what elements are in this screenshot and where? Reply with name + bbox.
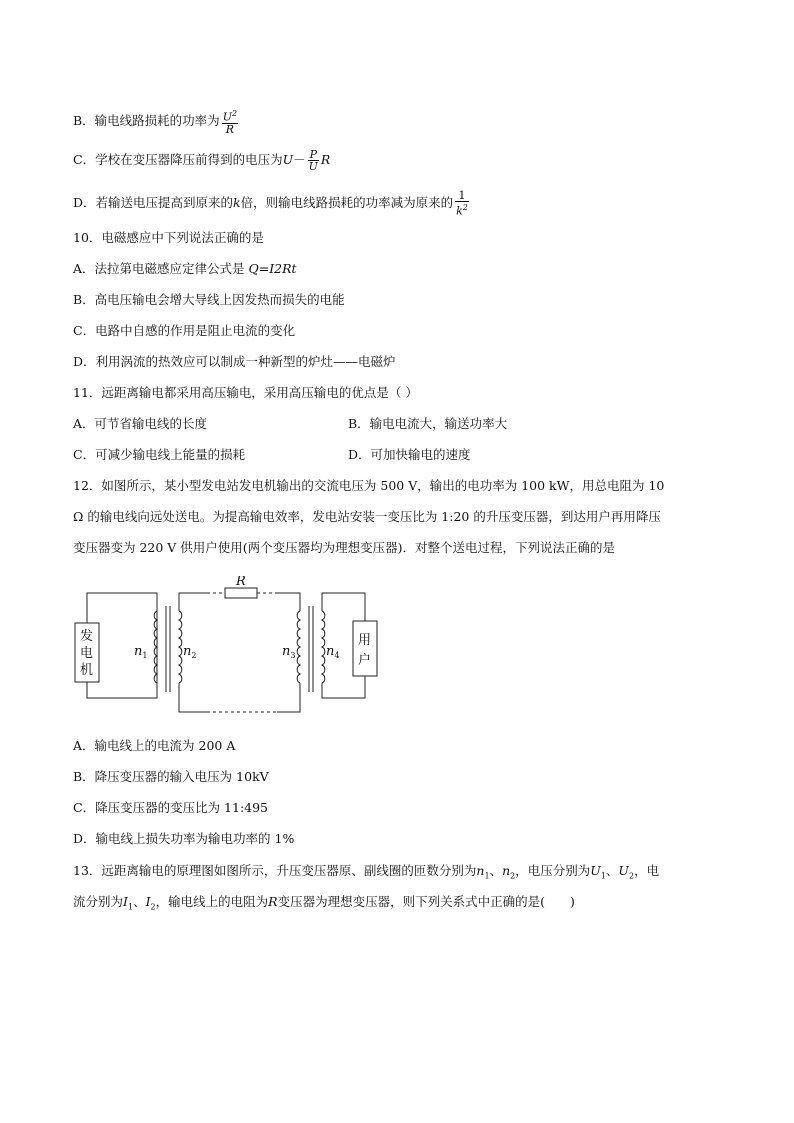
n1-sub: 1 (142, 651, 148, 660)
line-top-left (179, 593, 207, 611)
u1-var: U (590, 863, 601, 878)
coil-n4-label (326, 644, 339, 660)
text: 流分别为 (73, 894, 124, 909)
q11-option-b: B．输电电流大，输送功率大 (348, 416, 508, 431)
q12-stem-line-2: Ω 的输电线向远处送电。为提高输电效率，发电站安装一变压比为 1:20 的升压变压器，到达用户再用降压 (73, 509, 661, 524)
coil-n2 (179, 611, 182, 683)
option-text: C．学校在变压器降压前得到的电压为 (73, 152, 283, 167)
q13-stem-line-1 (73, 862, 659, 886)
q12-stem-line-3: 变压器变为 220 V 供用户使用(两个变压器均为理想变压器)．对整个送电过程，下列说法正确的是 (73, 540, 616, 555)
u2-sub: 2 (628, 871, 635, 881)
fraction (222, 108, 238, 135)
i1-var: I (123, 894, 128, 909)
frac-num (222, 108, 238, 124)
q12-stem-line-1: 12．如图所示，某小型发电站发电机输出的交流电压为 500 V，输出的电功率为 100 kW，用总电阻为 10 (73, 478, 665, 493)
q11-option-a: A．可节省输电线的长度 (73, 416, 208, 431)
coil-n4 (322, 611, 325, 683)
den-var: k (456, 204, 463, 218)
i2-var: I (145, 894, 151, 909)
var-k: k (233, 194, 241, 210)
n2-sub: 2 (191, 651, 197, 660)
q11-option-d: D．可加快输电的速度 (348, 447, 471, 462)
frac-den: R (225, 122, 235, 136)
q12-option-d: D．输电线上损失功率为输电功率的 1% (73, 831, 295, 846)
frac-num: P (309, 148, 317, 161)
line-top-right (277, 593, 300, 611)
generator-label-3: 机 (80, 663, 94, 678)
coil-n3-label (282, 644, 295, 660)
q12-option-a: A．输电线上的电流为 200 A (73, 738, 236, 753)
n2-sub: 2 (510, 871, 516, 881)
frac-den: U (308, 160, 318, 173)
u2-var: U (618, 863, 629, 878)
transmission-circuit-diagram (70, 576, 400, 721)
user-loop-bottom (322, 676, 365, 698)
i2-sub: 2 (150, 902, 156, 912)
q10-option-d: D．利用涡流的热效应可以制成一种新型的炉灶——电磁炉 (73, 354, 396, 369)
formula: Q=I2Rt (248, 261, 297, 276)
user-loop-top (322, 593, 365, 621)
n1-var: n (134, 644, 143, 659)
q13-stem-line-2 (73, 893, 575, 917)
n1-sub: 1 (484, 871, 490, 881)
num-var: U (222, 110, 232, 124)
frac-num: 1 (455, 190, 469, 202)
n4-sub: 4 (334, 651, 340, 660)
resistor-r (225, 588, 257, 598)
i1-sub: 1 (127, 902, 134, 912)
option-text: D．若输送电压提高到原来的 (73, 194, 234, 210)
q11-stem: 11．远距离输电都采用高压输电，采用高压输电的优点是（ ） (73, 385, 418, 400)
n4-var: n (326, 644, 335, 659)
separator: 、 (133, 894, 146, 909)
text: ，输电线上的电阻为 (155, 894, 269, 909)
q12-option-c: C．降压变压器的变压比为 11:495 (73, 800, 269, 815)
q10-stem: 10．电磁感应中下列说法正确的是 (73, 230, 264, 245)
frac-den (455, 202, 469, 217)
n3-var: n (282, 644, 291, 659)
q9-option-d (73, 190, 471, 217)
generator-label-2: 电 (80, 646, 94, 661)
n1-var: n (476, 863, 485, 878)
line-bottom-left (179, 683, 207, 712)
coil-n2-label (183, 644, 196, 660)
q11-option-c: C．可减少输电线上能量的损耗 (73, 447, 246, 462)
option-text: A．法拉第电磁感应定律公式是 (73, 261, 245, 276)
q10-option-b: B．高电压输电会增大导线上因发热而损失的电能 (73, 292, 345, 307)
text: ，电压分别为 (515, 863, 591, 878)
n3-sub: 3 (290, 651, 296, 660)
coil-n1-label (134, 644, 147, 660)
fraction (308, 149, 319, 172)
text: 13．远距离输电的原理图如图所示，升压变压器原、副线圈的匝数分别为 (73, 863, 477, 878)
r-var: R (268, 894, 278, 909)
var-u: U (282, 152, 294, 167)
separator: 、 (489, 863, 503, 878)
q9-option-b (73, 108, 240, 135)
q10-option-c: C．电路中自感的作用是阻止电流的变化 (73, 323, 296, 338)
n2-var: n (183, 644, 192, 659)
fraction (455, 190, 469, 217)
option-text-2: 倍，则输电线路损耗的功率减为原来的 (240, 194, 454, 210)
option-text: B．输电线路损耗的功率为 (73, 112, 220, 128)
q12-option-b: B．降压变压器的输入电压为 10kV (73, 769, 269, 784)
var-r: R (320, 152, 331, 167)
u1-sub: 1 (600, 871, 606, 881)
user-label-2: 户 (358, 653, 372, 668)
text: 变压器为理想变压器，则下列关系式中正确的是( ) (277, 894, 575, 909)
coil-n3 (297, 611, 300, 683)
den-sup: 2 (462, 203, 468, 212)
text: ，电 (634, 863, 660, 878)
generator-label-1: 发 (80, 629, 94, 644)
minus-sign: － (293, 152, 306, 167)
q9-option-c (73, 149, 330, 172)
num-sup: 2 (231, 109, 238, 118)
n2-var: n (502, 863, 511, 878)
q10-option-a (73, 260, 297, 278)
user-label-1: 用 (358, 633, 372, 648)
separator: 、 (605, 863, 619, 878)
line-bottom-right (277, 683, 300, 712)
resistor-label: R (236, 576, 246, 589)
